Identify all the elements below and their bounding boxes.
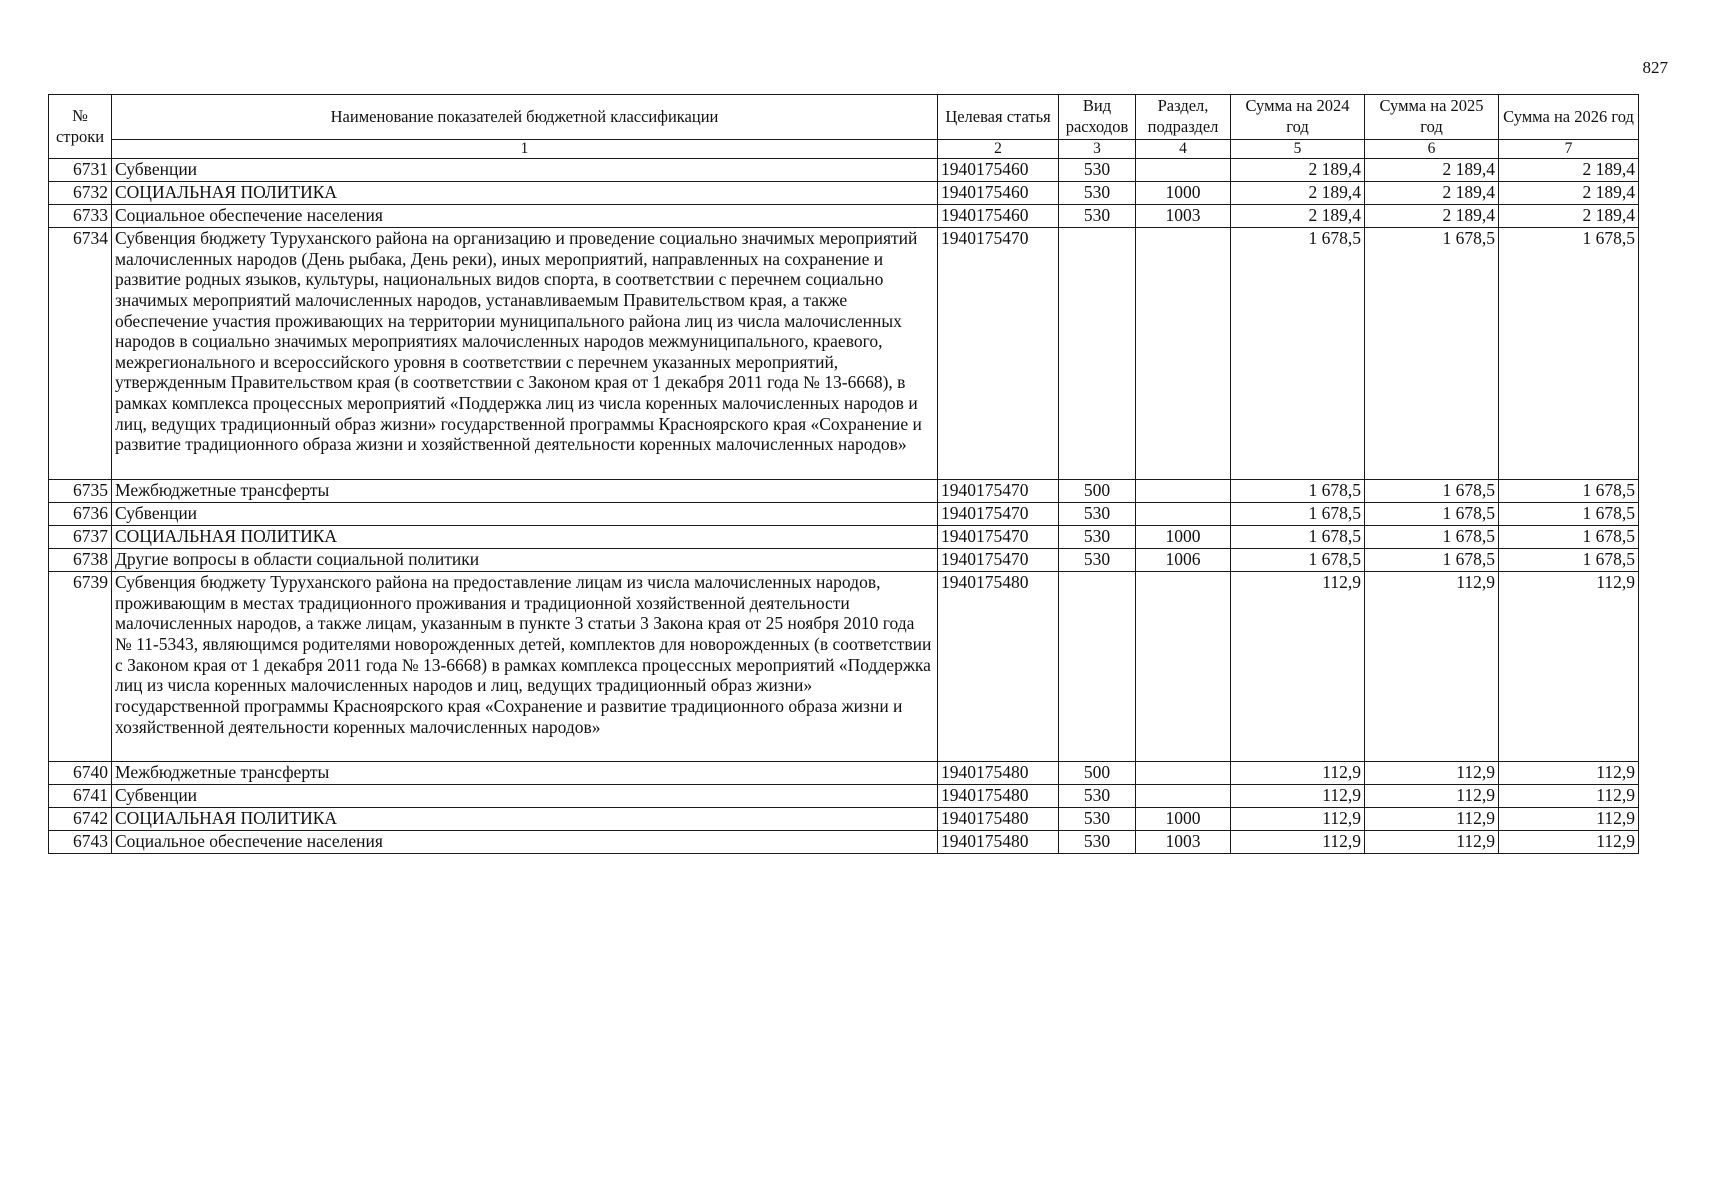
row-expense-type: 530 bbox=[1059, 549, 1136, 572]
row-target-article: 1940175470 bbox=[938, 228, 1059, 480]
row-number: 6733 bbox=[49, 205, 112, 228]
row-number: 6735 bbox=[49, 480, 112, 503]
row-number: 6742 bbox=[49, 808, 112, 831]
table-row bbox=[49, 572, 1639, 762]
row-sum-2024: 2 189,4 bbox=[1231, 205, 1365, 228]
table-row bbox=[49, 228, 1639, 480]
row-sum-2026: 1 678,5 bbox=[1499, 480, 1639, 503]
header-name: Наименование показателей бюджетной классификации bbox=[112, 95, 938, 140]
header-number: 4 bbox=[1136, 140, 1231, 159]
table-header bbox=[49, 95, 1639, 159]
row-sum-2026: 112,9 bbox=[1499, 572, 1639, 762]
row-sum-2026: 1 678,5 bbox=[1499, 526, 1639, 549]
row-name: Субвенция бюджету Туруханского района на предоставление лицам из числа малочисленных народов, проживающим в местах традиционного проживания и традиционной хозяйственной деятельности малочисленных народов, а также лицам, указанным в пункте 3 статьи 3 Закона края от 25 ноября 2010 года № 11-5343, являющимся родителями новорожденных детей, комплектов для новорожденных (в соответствии с Законом края от 1 декабря 2011 года № 13-6668) в рамках комплекса процессных мероприятий «Поддержка лиц из числа коренных малочисленных народов и лиц, ведущих традиционный образ жизни» государственной программы Красноярского края «Сохранение и развитие традиционного образа жизни и хозяйственной деятельности коренных малочисленных народов» bbox=[112, 572, 938, 762]
row-section: 1000 bbox=[1136, 808, 1231, 831]
row-sum-2025: 1 678,5 bbox=[1365, 228, 1499, 480]
row-name: Субвенции bbox=[112, 159, 938, 182]
row-section bbox=[1136, 159, 1231, 182]
row-sum-2025: 2 189,4 bbox=[1365, 205, 1499, 228]
header-expense-type: Вид расходов bbox=[1059, 95, 1136, 140]
row-sum-2025: 1 678,5 bbox=[1365, 503, 1499, 526]
table-row bbox=[49, 480, 1639, 503]
row-section: 1006 bbox=[1136, 549, 1231, 572]
row-expense-type: 530 bbox=[1059, 205, 1136, 228]
row-expense-type: 500 bbox=[1059, 480, 1136, 503]
row-sum-2026: 2 189,4 bbox=[1499, 205, 1639, 228]
row-name: СОЦИАЛЬНАЯ ПОЛИТИКА bbox=[112, 526, 938, 549]
row-name: Другие вопросы в области социальной политики bbox=[112, 549, 938, 572]
row-sum-2026: 2 189,4 bbox=[1499, 182, 1639, 205]
row-name: Социальное обеспечение населения bbox=[112, 205, 938, 228]
row-sum-2024: 1 678,5 bbox=[1231, 526, 1365, 549]
row-target-article: 1940175470 bbox=[938, 480, 1059, 503]
row-sum-2026: 1 678,5 bbox=[1499, 549, 1639, 572]
header-number: 3 bbox=[1059, 140, 1136, 159]
row-sum-2024: 112,9 bbox=[1231, 762, 1365, 785]
row-sum-2026: 1 678,5 bbox=[1499, 228, 1639, 480]
budget-classification-table bbox=[48, 94, 1639, 854]
row-sum-2024: 112,9 bbox=[1231, 785, 1365, 808]
row-sum-2025: 1 678,5 bbox=[1365, 480, 1499, 503]
row-sum-2026: 112,9 bbox=[1499, 762, 1639, 785]
row-sum-2025: 2 189,4 bbox=[1365, 159, 1499, 182]
table-row bbox=[49, 808, 1639, 831]
header-row bbox=[49, 95, 1639, 140]
row-name: Субвенции bbox=[112, 785, 938, 808]
header-sum-2025: Сумма на 2025 год bbox=[1365, 95, 1499, 140]
table-row bbox=[49, 762, 1639, 785]
table-row bbox=[49, 503, 1639, 526]
row-number: 6741 bbox=[49, 785, 112, 808]
row-sum-2024: 1 678,5 bbox=[1231, 549, 1365, 572]
table-row bbox=[49, 831, 1639, 854]
row-name: Субвенция бюджету Туруханского района на организацию и проведение социально значимых мероприятий малочисленных народов (День рыбака, День реки), иных мероприятий, направленных на сохранение и развитие родных языков, культуры, национальных видов спорта, в соответствии с перечнем социально значимых мероприятий малочисленных народов, устанавливаемым Правительством края, а также обеспечение участия проживающих на территории муниципального района лиц из числа малочисленных народов в социально значимых мероприятиях малочисленных народов межмуниципального, краевого, межрегионального и всероссийского уровня в соответствии с перечнем указанных мероприятий, утвержденным Правительством края (в соответствии с Законом края от 1 декабря 2011 года № 13-6668), в рамках комплекса процессных мероприятий «Поддержка лиц из числа коренных малочисленных народов и лиц, ведущих традиционный образ жизни» государственной программы Красноярского края «Сохранение и развитие традиционного образа жизни и хозяйственной деятельности коренных малочисленных народов» bbox=[112, 228, 938, 480]
row-sum-2024: 1 678,5 bbox=[1231, 480, 1365, 503]
row-expense-type: 530 bbox=[1059, 785, 1136, 808]
row-sum-2024: 2 189,4 bbox=[1231, 182, 1365, 205]
row-sum-2026: 1 678,5 bbox=[1499, 503, 1639, 526]
row-name: Межбюджетные трансферты bbox=[112, 762, 938, 785]
table-row bbox=[49, 785, 1639, 808]
header-sum-2024: Сумма на 2024 год bbox=[1231, 95, 1365, 140]
row-sum-2025: 2 189,4 bbox=[1365, 182, 1499, 205]
row-section: 1000 bbox=[1136, 182, 1231, 205]
row-section: 1003 bbox=[1136, 831, 1231, 854]
header-number: 5 bbox=[1231, 140, 1365, 159]
row-number: 6737 bbox=[49, 526, 112, 549]
table-row bbox=[49, 182, 1639, 205]
header-number: 6 bbox=[1365, 140, 1499, 159]
row-section bbox=[1136, 572, 1231, 762]
header-sum-2026: Сумма на 2026 год bbox=[1499, 95, 1639, 140]
table-body bbox=[49, 159, 1639, 854]
row-section bbox=[1136, 785, 1231, 808]
row-name: Межбюджетные трансферты bbox=[112, 480, 938, 503]
row-sum-2026: 112,9 bbox=[1499, 785, 1639, 808]
row-sum-2025: 112,9 bbox=[1365, 572, 1499, 762]
table-row bbox=[49, 549, 1639, 572]
table-row bbox=[49, 205, 1639, 228]
row-target-article: 1940175460 bbox=[938, 205, 1059, 228]
row-name: СОЦИАЛЬНАЯ ПОЛИТИКА bbox=[112, 808, 938, 831]
header-number: 1 bbox=[112, 140, 938, 159]
row-number: 6734 bbox=[49, 228, 112, 480]
row-name: Субвенции bbox=[112, 503, 938, 526]
row-sum-2024: 112,9 bbox=[1231, 831, 1365, 854]
row-expense-type: 530 bbox=[1059, 159, 1136, 182]
row-sum-2024: 2 189,4 bbox=[1231, 159, 1365, 182]
row-sum-2025: 1 678,5 bbox=[1365, 526, 1499, 549]
row-sum-2026: 112,9 bbox=[1499, 831, 1639, 854]
row-expense-type: 530 bbox=[1059, 503, 1136, 526]
row-target-article: 1940175470 bbox=[938, 549, 1059, 572]
row-sum-2024: 1 678,5 bbox=[1231, 503, 1365, 526]
table-row bbox=[49, 526, 1639, 549]
row-number: 6740 bbox=[49, 762, 112, 785]
row-sum-2025: 1 678,5 bbox=[1365, 549, 1499, 572]
page-number: 827 bbox=[1642, 58, 1668, 77]
header-target-article: Целевая статья bbox=[938, 95, 1059, 140]
row-expense-type bbox=[1059, 572, 1136, 762]
row-target-article: 1940175480 bbox=[938, 762, 1059, 785]
row-target-article: 1940175470 bbox=[938, 526, 1059, 549]
row-target-article: 1940175480 bbox=[938, 572, 1059, 762]
row-sum-2026: 2 189,4 bbox=[1499, 159, 1639, 182]
row-section: 1000 bbox=[1136, 526, 1231, 549]
row-expense-type: 530 bbox=[1059, 808, 1136, 831]
row-sum-2024: 1 678,5 bbox=[1231, 228, 1365, 480]
row-target-article: 1940175470 bbox=[938, 503, 1059, 526]
row-sum-2025: 112,9 bbox=[1365, 831, 1499, 854]
header-number: 2 bbox=[938, 140, 1059, 159]
row-expense-type: 530 bbox=[1059, 182, 1136, 205]
row-expense-type bbox=[1059, 228, 1136, 480]
row-target-article: 1940175480 bbox=[938, 785, 1059, 808]
row-sum-2025: 112,9 bbox=[1365, 785, 1499, 808]
row-target-article: 1940175460 bbox=[938, 182, 1059, 205]
row-number: 6739 bbox=[49, 572, 112, 762]
row-target-article: 1940175480 bbox=[938, 831, 1059, 854]
row-expense-type: 500 bbox=[1059, 762, 1136, 785]
row-section bbox=[1136, 503, 1231, 526]
row-sum-2024: 112,9 bbox=[1231, 572, 1365, 762]
row-sum-2024: 112,9 bbox=[1231, 808, 1365, 831]
row-sum-2026: 112,9 bbox=[1499, 808, 1639, 831]
row-sum-2025: 112,9 bbox=[1365, 808, 1499, 831]
header-numbers-row bbox=[49, 140, 1639, 159]
row-number: 6731 bbox=[49, 159, 112, 182]
row-number: 6743 bbox=[49, 831, 112, 854]
row-sum-2025: 112,9 bbox=[1365, 762, 1499, 785]
row-name: СОЦИАЛЬНАЯ ПОЛИТИКА bbox=[112, 182, 938, 205]
header-row-number: № строки bbox=[49, 95, 112, 159]
row-section bbox=[1136, 762, 1231, 785]
row-expense-type: 530 bbox=[1059, 831, 1136, 854]
row-number: 6732 bbox=[49, 182, 112, 205]
row-target-article: 1940175480 bbox=[938, 808, 1059, 831]
row-target-article: 1940175460 bbox=[938, 159, 1059, 182]
row-number: 6738 bbox=[49, 549, 112, 572]
row-section: 1003 bbox=[1136, 205, 1231, 228]
row-section bbox=[1136, 480, 1231, 503]
header-number: 7 bbox=[1499, 140, 1639, 159]
row-expense-type: 530 bbox=[1059, 526, 1136, 549]
row-number: 6736 bbox=[49, 503, 112, 526]
table-row bbox=[49, 159, 1639, 182]
row-section bbox=[1136, 228, 1231, 480]
header-section: Раздел, подраздел bbox=[1136, 95, 1231, 140]
row-name: Социальное обеспечение населения bbox=[112, 831, 938, 854]
